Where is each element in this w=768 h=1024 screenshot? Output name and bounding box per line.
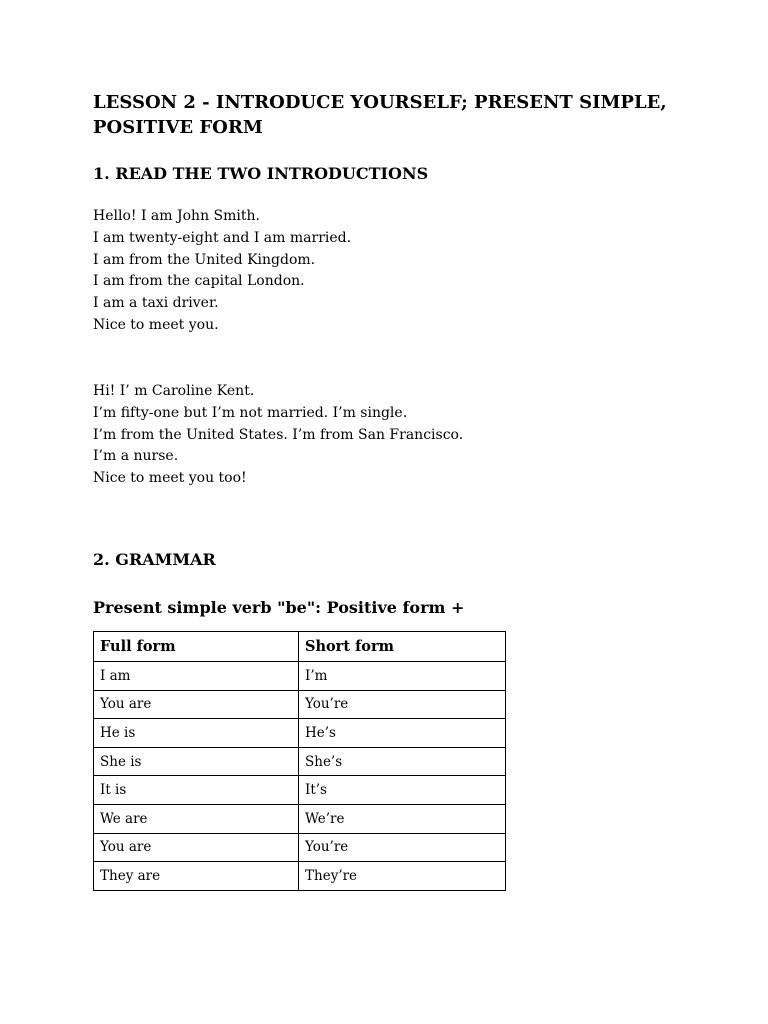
- short-form-cell: We’re: [299, 804, 506, 833]
- intro-2-line: I’m from the United States. I’m from San Francisco.: [93, 426, 464, 443]
- table-header-row: [94, 632, 506, 662]
- table-row: [94, 862, 506, 891]
- table-row: [94, 804, 506, 833]
- table-row: [94, 719, 506, 748]
- section-2-heading: 2. GRAMMAR: [93, 550, 216, 569]
- table-row: [94, 747, 506, 776]
- full-form-cell: You are: [94, 833, 299, 862]
- full-form-cell: She is: [94, 747, 299, 776]
- short-form-cell: It’s: [299, 776, 506, 805]
- lesson-title: LESSON 2 - INTRODUCE YOURSELF; PRESENT SIMPLE, POSITIVE FORM: [93, 92, 667, 138]
- full-form-cell: It is: [94, 776, 299, 805]
- intro-1-line: Nice to meet you.: [93, 316, 219, 333]
- intro-1-line: I am twenty-eight and I am married.: [93, 229, 352, 246]
- full-form-cell: We are: [94, 804, 299, 833]
- short-form-cell: You’re: [299, 833, 506, 862]
- full-form-cell: I am: [94, 662, 299, 691]
- header-full-form: Full form: [94, 632, 299, 662]
- short-form-cell: They’re: [299, 862, 506, 891]
- intro-2-line: I’m fifty-one but I’m not married. I’m single.: [93, 404, 408, 421]
- intro-2-line: Hi! I’ m Caroline Kent.: [93, 383, 255, 399]
- grammar-subheading: Present simple verb "be": Positive form +: [93, 598, 465, 617]
- intro-1-line: I am from the capital London.: [93, 273, 305, 290]
- short-form-cell: He’s: [299, 719, 506, 748]
- short-form-cell: You’re: [299, 690, 506, 719]
- full-form-cell: They are: [94, 862, 299, 891]
- table-row: [94, 690, 506, 719]
- table-row: [94, 776, 506, 805]
- intro-1-line: Hello! I am John Smith.: [93, 208, 260, 224]
- section-1-heading: 1. READ THE TWO INTRODUCTIONS: [93, 164, 429, 183]
- header-short-form: Short form: [299, 632, 506, 662]
- intro-2-line: Nice to meet you too!: [93, 470, 247, 487]
- introduction-2: [93, 381, 463, 490]
- table-row: [94, 833, 506, 862]
- grammar-table: [93, 631, 506, 891]
- short-form-cell: She’s: [299, 747, 506, 776]
- table-row: [94, 662, 506, 691]
- full-form-cell: You are: [94, 690, 299, 719]
- intro-2-line: I’m a nurse.: [93, 448, 179, 465]
- intro-1-line: I am from the United Kingdom.: [93, 251, 316, 268]
- short-form-cell: I’m: [299, 662, 506, 691]
- introduction-1: [93, 206, 351, 337]
- full-form-cell: He is: [94, 719, 299, 748]
- intro-1-line: I am a taxi driver.: [93, 295, 219, 312]
